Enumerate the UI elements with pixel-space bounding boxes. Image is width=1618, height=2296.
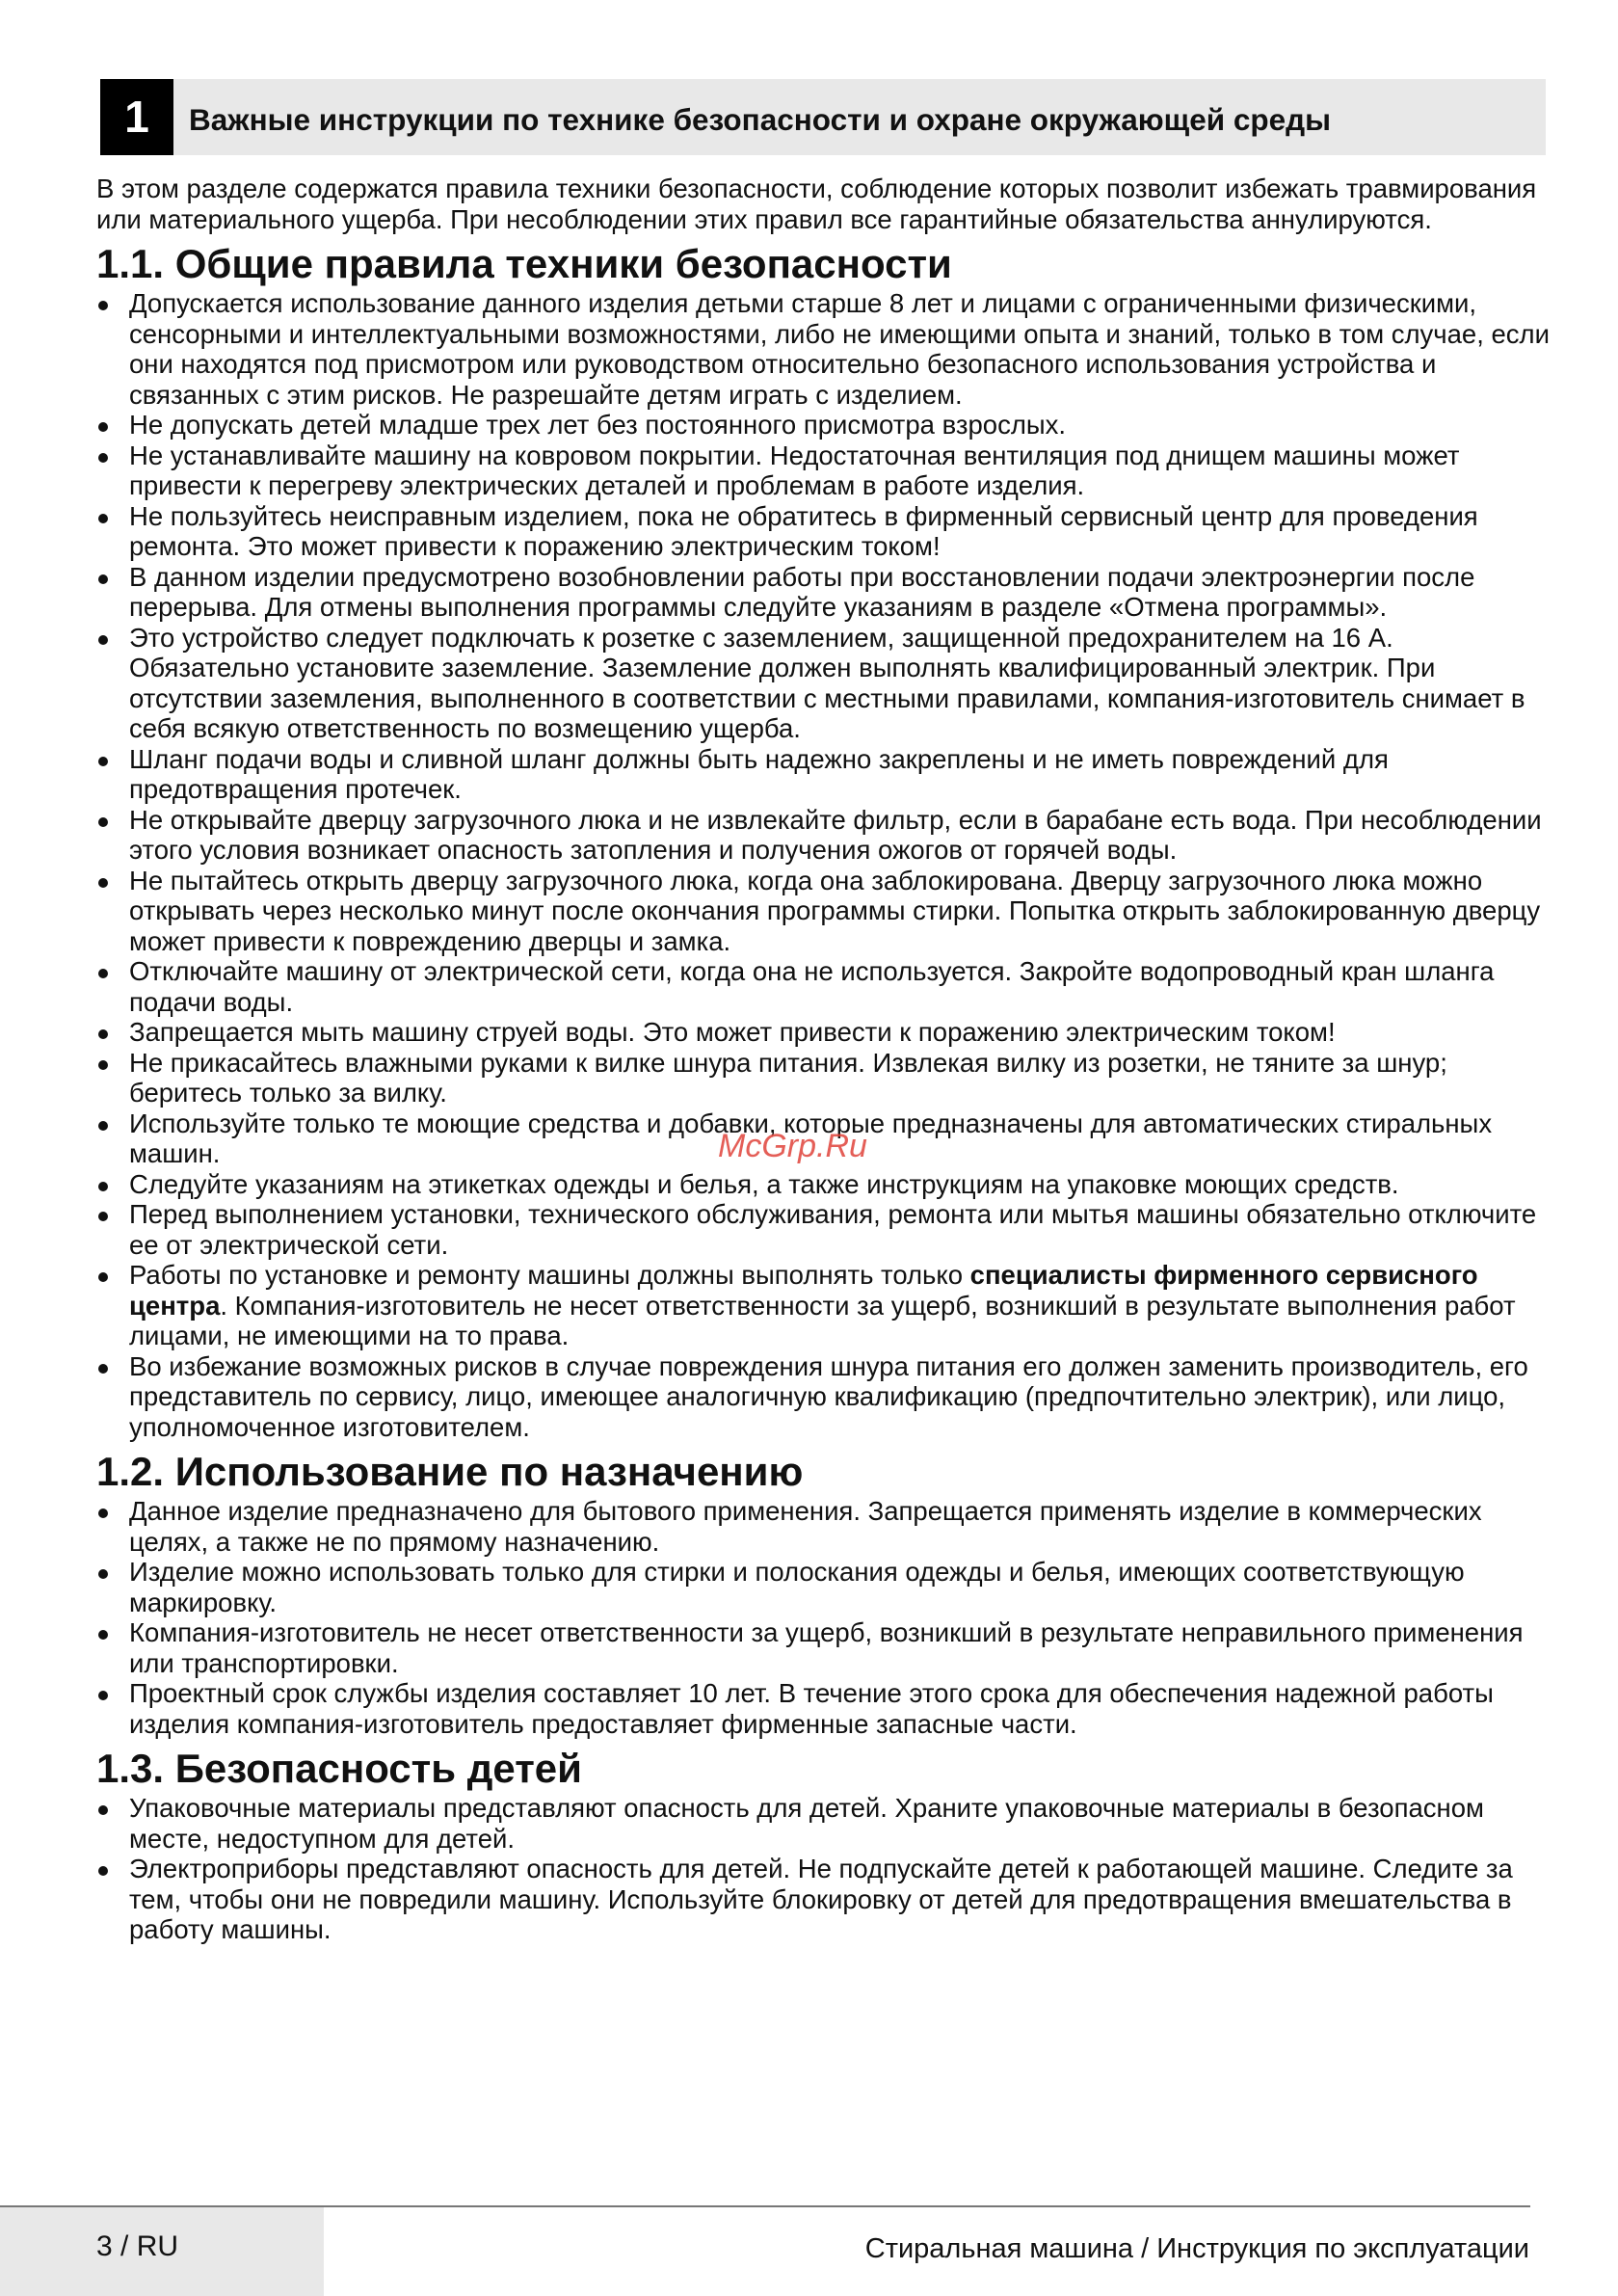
list-item: Шланг подачи воды и сливной шланг должны быть надежно закреплены и не иметь повреждений для предотвращения протечек.: [96, 744, 1552, 805]
list-item: Перед выполнением установки, технического обслуживания, ремонта или мытья машины обязательно отключите ее от электрической сети.: [96, 1199, 1552, 1260]
list-item: Используйте только те моющие средства и добавки, которые предназначены для автоматических стиральных машин.: [96, 1108, 1552, 1169]
list-item: Изделие можно использовать только для стирки и полоскания одежды и белья, имеющих соответствующую маркировку.: [96, 1557, 1552, 1617]
list-item: Не допускать детей младше трех лет без постоянного присмотра взрослых.: [96, 410, 1552, 441]
list-item: Следуйте указаниям на этикетках одежды и белья, а также инструкциям на упаковке моющих средств.: [96, 1169, 1552, 1200]
rich-text-before: Работы по установке и ремонту машины должны выполнять только: [129, 1260, 970, 1290]
list-item: Упаковочные материалы представляют опасность для детей. Храните упаковочные материалы в безопасном месте, недоступном для детей.: [96, 1793, 1552, 1854]
list-item: Не устанавливайте машину на ковровом покрытии. Недостаточная вентиляция под днищем машины может привести к перегреву электрических деталей и проблемам в работе изделия.: [96, 441, 1552, 501]
list-item: Проектный срок службы изделия составляет 10 лет. В течение этого срока для обеспечения надежной работы изделия компания-изготовитель предоставляет фирменные запасные части.: [96, 1678, 1552, 1739]
footer-page-box: [0, 2207, 324, 2296]
intro-paragraph: В этом разделе содержатся правила техники безопасности, соблюдение которых позволит избежать травмирования или материального ущерба. При несоблюдении этих правил все гарантийные обязательства аннулируются.: [96, 174, 1537, 234]
list-item: Запрещается мыть машину струей воды. Это может привести к поражению электрическим током!: [96, 1017, 1552, 1048]
page-number: 3 / RU: [96, 2230, 179, 2262]
list-item: Электроприборы представляют опасность для детей. Не подпускайте детей к работающей машине. Следите за тем, чтобы они не повредили машину. Используйте блокировку от детей для предотвращения вмешательства в работу машины.: [96, 1854, 1552, 1945]
list-item: Допускается использование данного изделия детьми старше 8 лет и лицами с ограниченными физическими, сенсорными и интеллектуальными возможностями, либо не имеющими опыта и знаний, только в том случае, если они находятся под присмотром или руководством относительно безопасного использования устройства и связанных с этим рисков. Не разрешайте детям играть с изделием.: [96, 288, 1552, 410]
section-heading-intended-use: 1.2. Использование по назначению: [96, 1449, 804, 1494]
section-heading-child-safety: 1.3. Безопасность детей: [96, 1746, 582, 1791]
page-content: [96, 174, 1552, 1945]
list-item: Компания-изготовитель не несет ответственности за ущерб, возникший в результате неправильного применения или транспортировки.: [96, 1617, 1552, 1678]
list-item: В данном изделии предусмотрено возобновлении работы при восстановлении подачи электроэнергии после перерыва. Для отмены выполнения программы следуйте указаниям в разделе «Отмена программы».: [96, 562, 1552, 623]
list-item: Во избежание возможных рисков в случае повреждения шнура питания его должен заменить производитель, его представитель по сервису, лицо, имеющее аналогичную квалификацию (предпочтительно электрик), или лицо, уполномоченное изготовителем.: [96, 1351, 1552, 1443]
section-heading-general-safety: 1.1. Общие правила техники безопасности: [96, 241, 952, 286]
list-item-service-center: [96, 1260, 1552, 1351]
list-item: Отключайте машину от электрической сети, когда она не используется. Закройте водопроводный кран шланга подачи воды.: [96, 956, 1552, 1017]
intended-use-list: [96, 1496, 1552, 1739]
footer-title: Стиральная машина / Инструкция по эксплуатации: [864, 2233, 1529, 2264]
child-safety-list: [96, 1793, 1552, 1945]
general-safety-list: [96, 288, 1552, 1442]
chapter-number: 1: [100, 79, 173, 155]
list-item: Не пользуйтесь неисправным изделием, пока не обратитесь в фирменный сервисный центр для проведения ремонта. Это может привести к поражению электрическим током!: [96, 501, 1552, 562]
list-item: Данное изделие предназначено для бытового применения. Запрещается применять изделие в коммерческих целях, а также не по прямому назначению.: [96, 1496, 1552, 1557]
list-item: Не прикасайтесь влажными руками к вилке шнура питания. Извлекая вилку из розетки, не тяните за шнур; беритесь только за вилку.: [96, 1048, 1552, 1108]
chapter-title: Важные инструкции по технике безопасности и охране окружающей среды: [189, 102, 1332, 137]
rich-text-bold: специалисты фирменного сервисного центра: [129, 1260, 1478, 1321]
list-item: Не пытайтесь открыть дверцу загрузочного люка, когда она заблокирована. Дверцу загрузочного люка можно открывать через несколько минут после окончания программы стирки. Попытка открыть заблокированную дверцу может привести к повреждению дверцы и замка.: [96, 866, 1552, 957]
list-item: Не открывайте дверцу загрузочного люка и не извлекайте фильтр, если в барабане есть вода. При несоблюдении этого условия возникает опасность затопления и получения ожогов от горячей воды.: [96, 805, 1552, 866]
list-item: Это устройство следует подключать к розетке с заземлением, защищенной предохранителем на 16 А. Обязательно установите заземление. Заземление должен выполнять квалифицированный электрик. При отсутствии заземления, выполненного в соответствии с местными правилами, компания-изготовитель снимает в себя всякую ответственность по возмещению ущерба.: [96, 623, 1552, 744]
watermark: McGrp.Ru: [718, 1128, 867, 1164]
rich-text-after: . Компания-изготовитель не несет ответственности за ущерб, возникший в результате выполнения работ лицами, не имеющими на то права.: [129, 1290, 1516, 1350]
